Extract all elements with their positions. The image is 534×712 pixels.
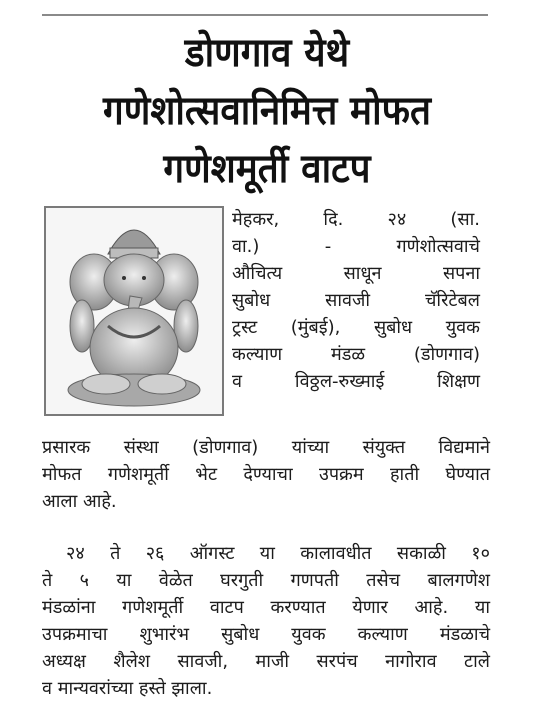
text-line: सुबोध सावजी चॅरिटेबल	[232, 290, 480, 311]
text-line: वा.) - गणेशोत्सवाचे	[232, 236, 480, 257]
text-line: ट्रस्ट (मुंबई), सुबोध युवक	[232, 317, 480, 338]
text-line: व विठ्ठल-रुख्माई शिक्षण	[232, 371, 480, 392]
headline-line-2: गणेशोत्सवानिमित्त मोफत	[103, 88, 431, 134]
article-body-full	[42, 434, 490, 515]
headline-line-1: डोणगाव येथे	[184, 30, 350, 76]
text-line: उपक्रमाचा शुभारंभ सुबोध युवक कल्याण मंडळाचे	[42, 624, 490, 645]
headline	[20, 24, 514, 198]
text-line: अध्यक्ष शैलेश सावजी, माजी सरपंच नागोराव टाले	[42, 651, 490, 672]
text-line: मेहकर, दि. २४ (सा.	[232, 209, 480, 230]
text-line: मंडळांना गणेशमूर्ती वाटप करण्यात येणार आहे. या	[42, 597, 490, 618]
text-line: २४ ते २६ ऑगस्ट या कालावधीत सकाळी १०	[66, 543, 490, 564]
text-line: प्रसारक संस्था (डोणगाव) यांच्या संयुक्त विद्यमाने	[42, 437, 490, 458]
text-line: मोफत गणेशमूर्ती भेट देण्याचा उपक्रम हाती घेण्यात	[42, 464, 490, 485]
headline-line-3: गणेशमूर्ती वाटप	[163, 146, 371, 192]
article-body-wrap	[232, 206, 480, 395]
text-line: व मान्यवरांच्या हस्ते झाला.	[42, 678, 213, 699]
ganesha-photo	[44, 206, 224, 416]
text-line: आला आहे.	[42, 491, 117, 512]
text-line: औचित्य साधून सपना	[232, 263, 480, 284]
ganesha-idol-icon	[46, 208, 222, 414]
text-line: कल्याण मंडळ (डोणगाव)	[232, 344, 480, 365]
top-rule	[42, 14, 488, 16]
article-paragraph-2	[42, 540, 490, 702]
text-line: ते ५ या वेळेत घरगुती गणपती तसेच बालगणेश	[42, 570, 490, 591]
